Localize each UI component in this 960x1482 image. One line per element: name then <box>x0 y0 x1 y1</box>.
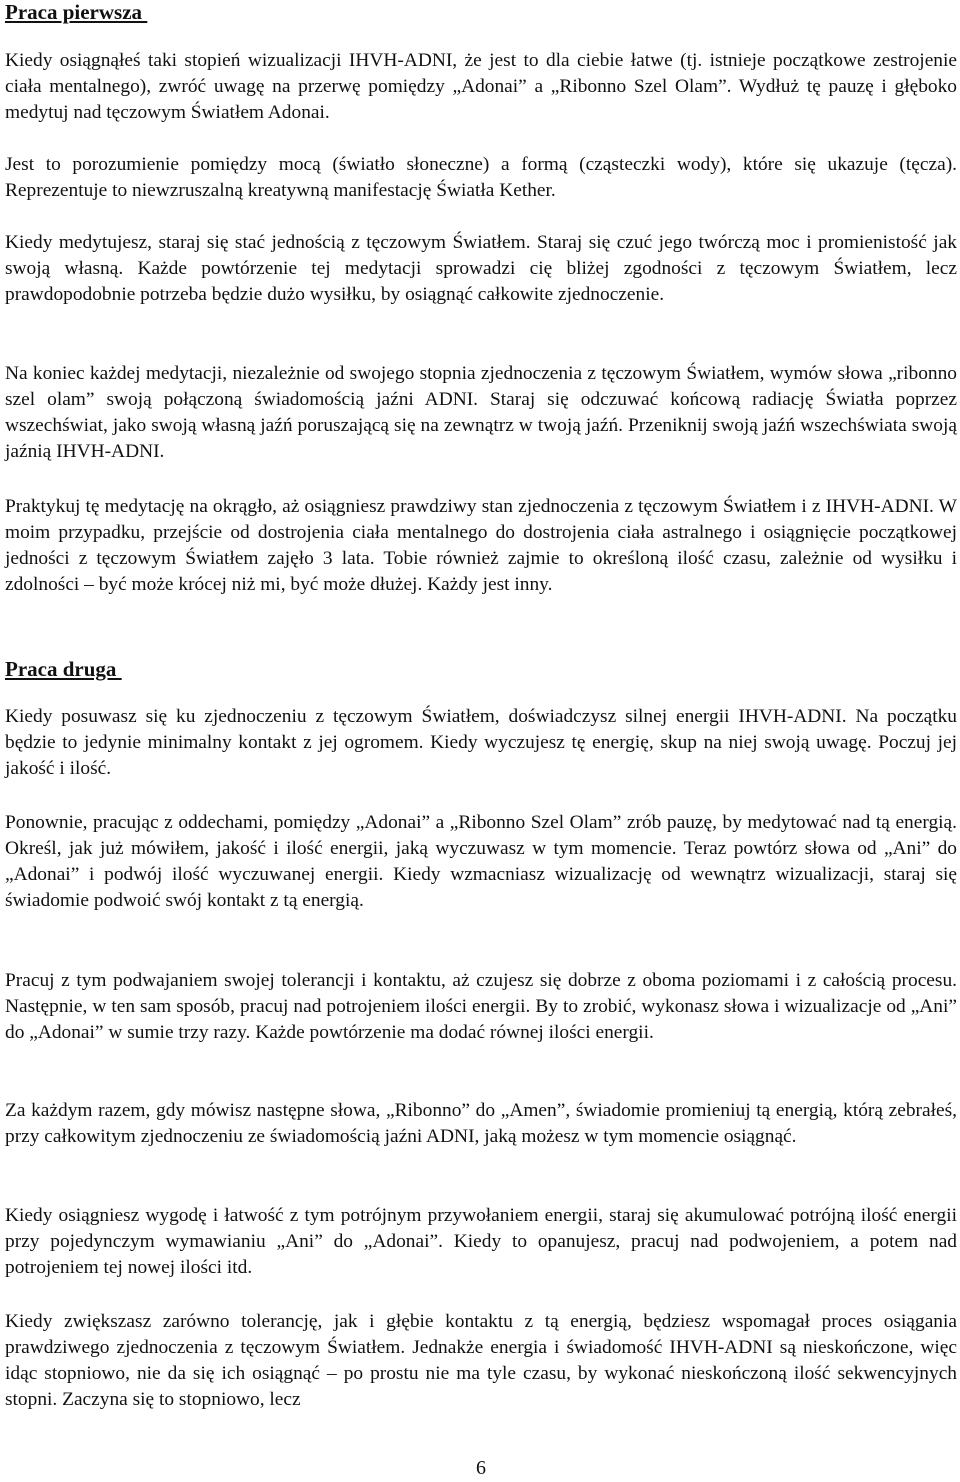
paragraph: Za każdym razem, gdy mówisz następne słowa, „Ribonno” do „Amen”, świadomie promieniuj tą energią, którą zebrałeś, przy całkowitym zjednoczeniu ze świadomością jaźni ADNI, jaką możesz w tym momencie osiągnąć. <box>5 1100 957 1147</box>
paragraph: Kiedy medytujesz, staraj się stać jednością z tęczowym Światłem. Staraj się czuć jego twórczą moc i promienistość jak swoją własną. Każde powtórzenie tej medytacji sprowadzi cię bliżej zgodności z tęczowym Światłem, lecz prawdopodobnie potrzeba będzie dużo wysiłku, by osiągnąć całkowite zjednoczenie. <box>5 232 957 305</box>
paragraph: Na koniec każdej medytacji, niezależnie od swojego stopnia zjednoczenia z tęczowym Światłem, wymów słowa „ribonno szel olam” swoją połączoną świadomością jaźni ADNI. Staraj się odczuwać końcową radiację Światła poprzez wszechświat, jako swoją własną jaźń poruszającą się na zewnątrz w twoją jaźń. Przeniknij swoją jaźń wszechświata swoją jaźnią IHVH-ADNI. <box>5 363 957 462</box>
paragraph: Kiedy zwiększasz zarówno tolerancję, jak i głębie kontaktu z tą energią, będziesz wspomagał proces osiągania prawdziwego zjednoczenia z tęczowym Światłem. Jednakże energia i świadomość IHVH-ADNI są nieskończone, więc idąc stopniowo, nie da się ich osiągnąć – po prostu nie ma tyle czasu, by wykonać nieskończoną ilość sekwencyjnych stopni. Zaczyna się to stopniowo, lecz <box>5 1311 957 1410</box>
paragraph: Kiedy posuwasz się ku zjednoczeniu z tęczowym Światłem, doświadczysz silnej energii IHVH-ADNI. Na początku będzie to jedynie minimalny kontakt z jej ogromem. Kiedy wyczujesz tę energię, skup na niej swoją uwagę. Poczuj jej jakość i ilość. <box>5 706 957 779</box>
paragraph: Kiedy osiągniesz wygodę i łatwość z tym potrójnym przywołaniem energii, staraj się akumulować potrójną ilość energii przy pojedynczym wymawianiu „Ani” do „Adonai”. Kiedy to opanujesz, pracuj nad podwojeniem, a potem nad potrojeniem tej nowej ilości itd. <box>5 1205 957 1278</box>
page-number: 6 <box>476 1457 486 1479</box>
paragraph: Praktykuj tę medytację na okrągło, aż osiągniesz prawdziwy stan zjednoczenia z tęczowym Światłem i z IHVH-ADNI. W moim przypadku, przejście od dostrojenia ciała mentalnego do dostrojenia ciała astralnego i osiągnięcie początkowej jedności z tęczowym Światłem zajęło 3 lata. Tobie również zajmie to określoną ilość czasu, zależnie od wysiłku i zdolności – być może krócej niż mi, być może dłużej. Każdy jest inny. <box>5 496 957 595</box>
paragraph: Ponownie, pracując z oddechami, pomiędzy „Adonai” a „Ribonno Szel Olam” zrób pauzę, by medytować nad tą energią. Określ, jak już mówiłem, jakość i ilość energii, jaką wyczuwasz w tym momencie. Teraz powtórz słowa od „Ani” do „Adonai” i podwój ilość wyczuwanej energii. Kiedy wzmacniasz wizualizację od wewnątrz wizualizacji, staraj się świadomie podwoić swój kontakt z tą energią. <box>5 812 957 911</box>
section-heading-2: Praca druga <box>5 657 122 681</box>
section-heading-1: Praca pierwsza <box>5 0 148 24</box>
paragraph: Jest to porozumienie pomiędzy mocą (światło słoneczne) a formą (cząsteczki wody), które się ukazuje (tęcza). Reprezentuje to niewzruszalną kreatywną manifestację Światła Kether. <box>5 154 957 201</box>
paragraph: Kiedy osiągnąłeś taki stopień wizualizacji IHVH-ADNI, że jest to dla ciebie łatwe (tj. istnieje początkowe zestrojenie ciała mentalnego), zwróć uwagę na przerwę pomiędzy „Adonai” a „Ribonno Szel Olam”. Wydłuż tę pauzę i głęboko medytuj nad tęczowym Światłem Adonai. <box>5 50 957 123</box>
paragraph: Pracuj z tym podwajaniem swojej tolerancji i kontaktu, aż czujesz się dobrze z oboma poziomami i z całością procesu. Następnie, w ten sam sposób, pracuj nad potrojeniem ilości energii. By to zrobić, wykonasz słowa i wizualizacje od „Ani” do „Adonai” w sumie trzy razy. Każde powtórzenie ma dodać równej ilości energii. <box>5 970 957 1043</box>
document-page <box>5 0 957 1482</box>
